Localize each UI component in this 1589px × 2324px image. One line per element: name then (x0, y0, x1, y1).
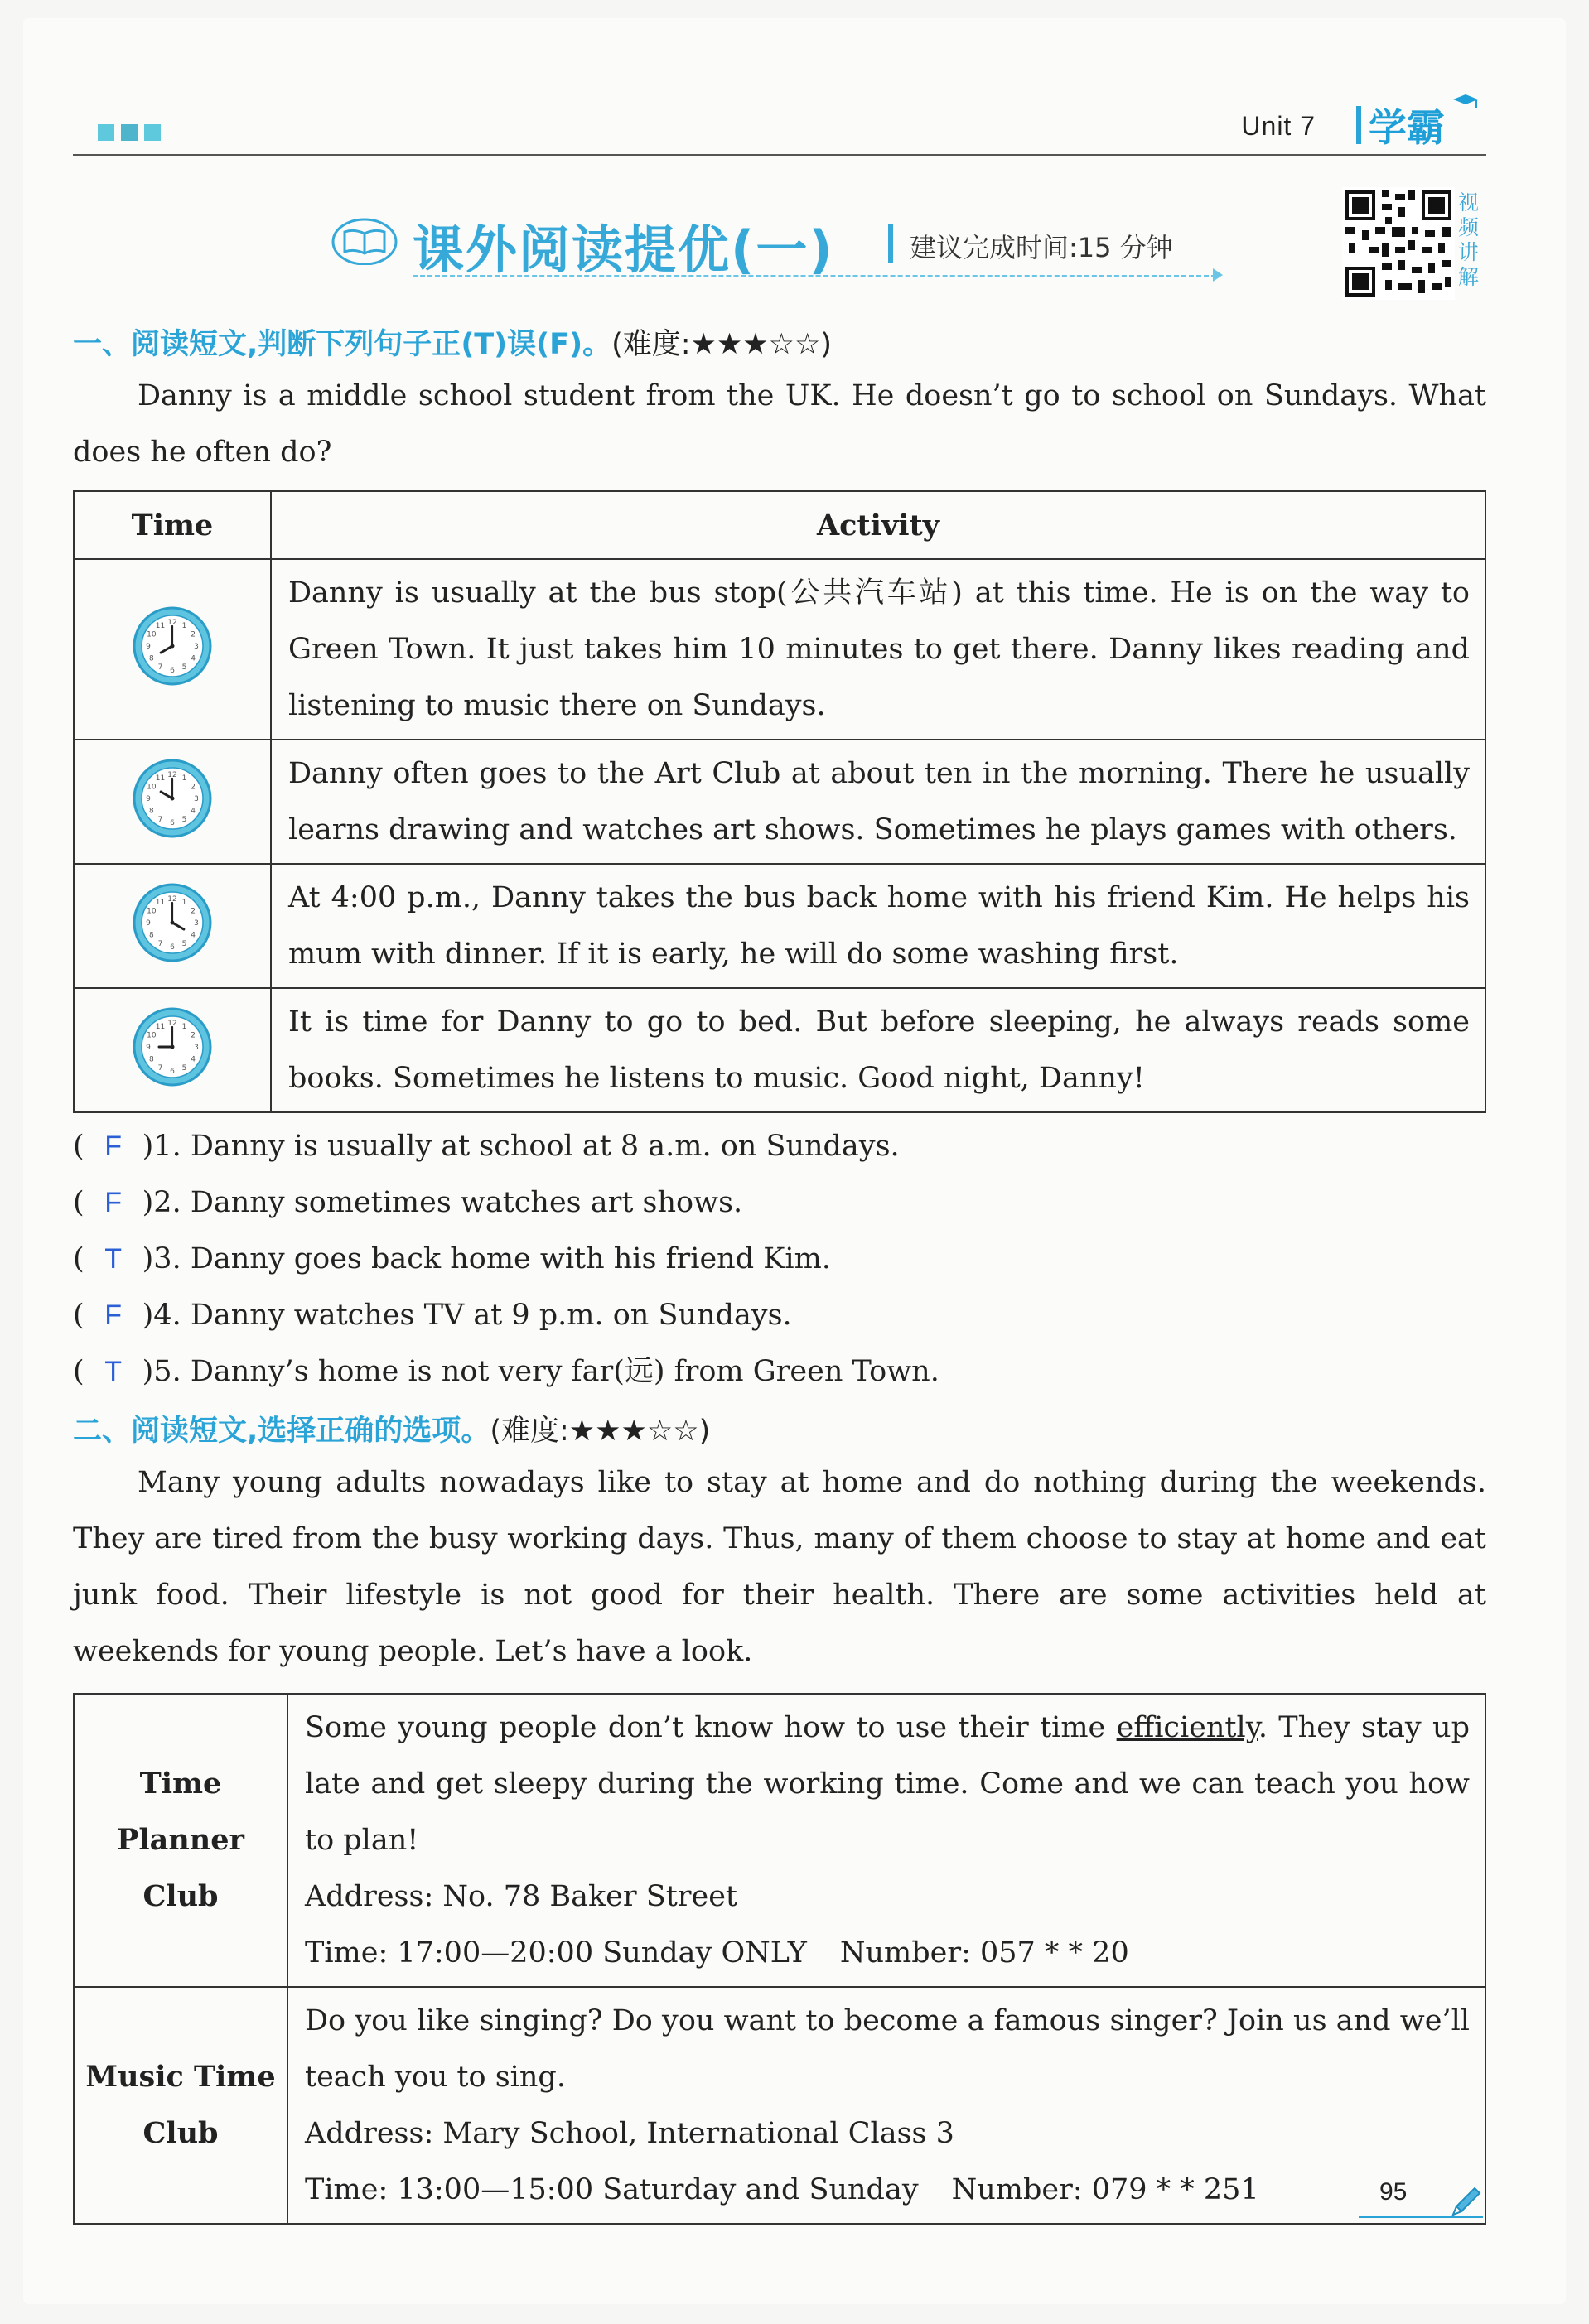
club-time-number (305, 1925, 1470, 1981)
section1-intro (73, 368, 1486, 480)
question-text: )3. Danny goes back home with his friend Kim. (142, 1242, 831, 1275)
answer-1[interactable]: F (104, 1131, 123, 1162)
qr-video-label: 视频讲解 (1458, 190, 1480, 289)
answer-2[interactable]: F (104, 1187, 123, 1218)
activity-cell: It is time for Danny to go to bed. But before sleeping, he always reads some books. Sometimes he listens to music. Good night, Danny! (271, 988, 1485, 1112)
desc-text: . They stay up late and get sleepy during the working time. Come and we can teach you how to plan! (305, 1711, 1470, 1857)
svg-text:1: 1 (181, 774, 187, 783)
col-activity: Activity (271, 491, 1485, 559)
svg-text:8: 8 (149, 1055, 154, 1063)
svg-text:7: 7 (157, 663, 163, 672)
section2-difficulty: (难度:★★★☆☆) (490, 1415, 711, 1448)
activity-cell: At 4:00 p.m., Danny takes the bus back home with his friend Kim. He helps his mum with dinner. If it is early, he will do some washing first. (271, 864, 1485, 988)
club-time: Time: 17:00—20:00 Sunday ONLY (305, 1936, 807, 1970)
book-icon (331, 215, 398, 265)
time-cell (74, 864, 271, 988)
svg-text:12: 12 (167, 894, 177, 904)
desc-text: Do you like singing? Do you want to become a famous singer? Join us and we’ll teach you to sing. (305, 2004, 1470, 2094)
svg-text:4: 4 (191, 931, 196, 939)
activity-table (73, 490, 1486, 1113)
club-name (74, 1987, 287, 2224)
section2-number: 二、 (73, 1415, 132, 1448)
club-number: Number: 057 * * 20 (839, 1936, 1129, 1970)
svg-text:8: 8 (149, 931, 154, 939)
title-arrow-icon (1213, 268, 1223, 282)
svg-text:5: 5 (181, 815, 187, 824)
svg-text:2: 2 (191, 630, 196, 639)
svg-text:9: 9 (146, 919, 151, 928)
svg-text:3: 3 (194, 794, 199, 803)
svg-text:7: 7 (157, 1063, 163, 1073)
clock-icon (131, 881, 214, 964)
brand-logo: 学霸 (1369, 105, 1445, 150)
svg-text:8: 8 (149, 807, 154, 815)
activity-table-header (74, 491, 1485, 559)
club-time: Time: 13:00—15:00 Saturday and Sunday (305, 2173, 919, 2206)
time-cell (74, 559, 271, 740)
col-time: Time (74, 491, 271, 559)
svg-text:9: 9 (146, 794, 151, 803)
svg-text:6: 6 (170, 943, 175, 952)
header-rule (73, 154, 1486, 156)
club-name-line1: Music Time (85, 2060, 276, 2094)
table-row (74, 864, 1485, 988)
desc-underlined-word: efficiently (1116, 1711, 1258, 1744)
section2-intro-text: Many young adults nowadays like to stay at home and do nothing during the weekends. They are tired from the busy working days. Thus, many of them choose to stay at home and eat junk food. Their lifestyle is not good for their health. There are some activities held at weekends for young people. Let’s have a look. (73, 1466, 1486, 1668)
answer-5[interactable]: T (104, 1356, 123, 1387)
section2-heading (73, 1408, 710, 1449)
question-3: ( T )3. Danny goes back home with his friend Kim. (73, 1231, 831, 1287)
table-row (74, 1987, 1485, 2224)
svg-text:2: 2 (191, 1031, 196, 1039)
section1-difficulty: (难度:★★★☆☆) (611, 328, 833, 361)
svg-text:10: 10 (147, 630, 157, 639)
svg-text:5: 5 (181, 939, 187, 948)
clock-icon (131, 1005, 214, 1088)
svg-text:9: 9 (146, 642, 151, 651)
table-row (74, 1694, 1485, 1987)
activity-cell: Danny often goes to the Art Club at about ten in the morning. There he usually learns drawing and watches art shows. Sometimes he plays games with others. (271, 740, 1485, 864)
brand-divider (1356, 106, 1361, 144)
answer-4[interactable]: F (104, 1299, 123, 1331)
section1-instruction: 阅读短文,判断下列句子正(T)误(F)。 (131, 328, 612, 361)
time-cell (74, 988, 271, 1112)
answer-3[interactable]: T (104, 1243, 123, 1275)
question-2: ( F )2. Danny sometimes watches art shows. (73, 1174, 742, 1231)
club-time-number (305, 2162, 1470, 2218)
svg-text:6: 6 (170, 666, 175, 675)
svg-text:2: 2 (191, 907, 196, 915)
club-name-line2: Club (142, 2116, 219, 2150)
club-description (305, 1993, 1470, 2105)
svg-text:1: 1 (181, 1022, 187, 1031)
club-name (74, 1694, 287, 1987)
svg-text:10: 10 (147, 907, 157, 915)
svg-text:11: 11 (155, 621, 166, 630)
svg-text:4: 4 (191, 807, 196, 815)
svg-text:11: 11 (155, 774, 166, 783)
question-5: ( T )5. Danny’s home is not very far(远) from Green Town. (73, 1343, 939, 1400)
svg-text:11: 11 (155, 1022, 166, 1031)
question-text: )1. Danny is usually at school at 8 a.m. on Sundays. (142, 1130, 900, 1163)
desc-text: Some young people don’t know how to use their time (305, 1711, 1117, 1744)
svg-text:7: 7 (157, 815, 163, 824)
svg-text:4: 4 (191, 654, 196, 663)
section1-intro-text: Danny is a middle school student from the UK. He doesn’t go to school on Sundays. What does he often do? (73, 379, 1486, 469)
title-main: 课外阅读提优(一) (413, 219, 834, 280)
activity-cell: Danny is usually at the bus stop(公共汽车站) at this time. He is on the way to Green Town. It just takes him 10 minutes to get there. Danny likes reading and listening to music there on Sundays. (271, 559, 1485, 740)
svg-text:10: 10 (147, 1031, 157, 1039)
svg-text:9: 9 (146, 1043, 151, 1052)
club-address: Address: No. 78 Baker Street (305, 1880, 737, 1913)
svg-text:3: 3 (194, 1043, 199, 1052)
svg-text:5: 5 (181, 1063, 187, 1073)
question-text: )5. Danny’s home is not very far(远) from Green Town. (142, 1355, 939, 1388)
clock-icon (131, 605, 214, 687)
question-text: )2. Danny sometimes watches art shows. (142, 1186, 743, 1219)
svg-text:10: 10 (147, 783, 157, 791)
svg-text:6: 6 (170, 1067, 175, 1076)
section-title (331, 209, 1226, 283)
time-cell (74, 740, 271, 864)
club-details (287, 1694, 1485, 1987)
unit-label: Unit 7 (1241, 111, 1316, 141)
section2-instruction: 阅读短文,选择正确的选项。 (131, 1415, 490, 1448)
svg-text:6: 6 (170, 818, 175, 827)
header-squares (98, 124, 161, 141)
club-number: Number: 079 * * 251 (951, 2173, 1259, 2206)
question-4: ( F )4. Danny watches TV at 9 p.m. on Sundays. (73, 1287, 792, 1343)
table-row (74, 740, 1485, 864)
club-description (305, 1700, 1470, 1868)
page-number: 95 (1379, 2178, 1408, 2206)
svg-text:11: 11 (155, 898, 166, 907)
clock-icon (131, 757, 214, 840)
svg-text:4: 4 (191, 1055, 196, 1063)
club-name-line1: Time Planner (117, 1767, 244, 1857)
table-row (74, 988, 1485, 1112)
svg-text:3: 3 (194, 642, 199, 651)
table-row (74, 559, 1485, 740)
club-address: Address: Mary School, International Class 3 (305, 2117, 954, 2150)
section1-heading (73, 321, 832, 363)
svg-text:8: 8 (149, 654, 154, 663)
title-dashed-line (413, 275, 1216, 277)
svg-text:12: 12 (167, 1019, 177, 1028)
section1-number: 一、 (73, 328, 132, 361)
title-divider (888, 224, 893, 263)
section2-intro (73, 1454, 1486, 1680)
club-name-line2: Club (142, 1879, 219, 1913)
question-1: ( F )1. Danny is usually at school at 8 a.m. on Sundays. (73, 1118, 900, 1174)
svg-text:12: 12 (167, 618, 177, 627)
svg-text:2: 2 (191, 783, 196, 791)
graduation-cap-icon (1451, 93, 1480, 109)
pencil-icon (1448, 2183, 1485, 2220)
question-text: )4. Danny watches TV at 9 p.m. on Sundays. (142, 1299, 792, 1332)
svg-text:7: 7 (157, 939, 163, 948)
svg-text:5: 5 (181, 663, 187, 672)
svg-text:1: 1 (181, 898, 187, 907)
qr-code-icon[interactable] (1342, 187, 1455, 300)
clubs-table (73, 1693, 1486, 2225)
svg-text:12: 12 (167, 770, 177, 779)
club-details (287, 1987, 1485, 2224)
svg-text:3: 3 (194, 919, 199, 928)
title-suggested-time: 建议完成时间:15 分钟 (910, 232, 1173, 263)
svg-text:1: 1 (181, 621, 187, 630)
